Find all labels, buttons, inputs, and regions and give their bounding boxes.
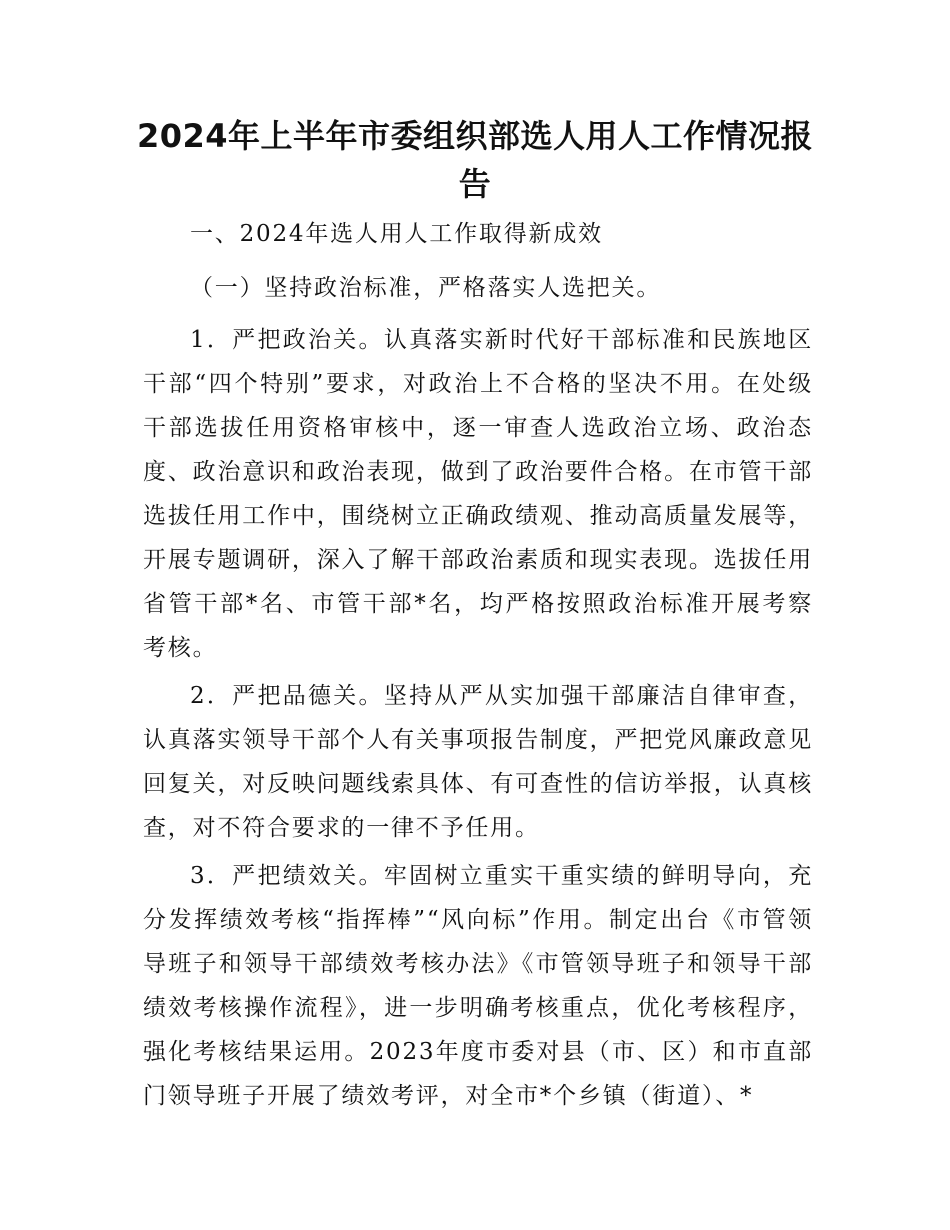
subsection-heading: （一）坚持政治标准，严格落实人选把关。 — [190, 275, 662, 301]
paragraph-integrity: 2．严把品德关。坚持从严从实加强干部廉洁自律审查，认真落实领导干部个人有关事项报告制度，严把党风廉政意见回复关，对反映问题线索具体、有可查性的信访举报，认真核查，对不符合要求的一律不予任用。 — [143, 683, 813, 841]
document-title: 2024年上半年市委组织部选人用人工作情况报告 — [136, 117, 814, 203]
paragraph-political: 1．严把政治关。认真落实新时代好干部标准和民族地区干部“四个特别”要求，对政治上不合格的坚决不用。在处级干部选拔任用资格审核中，逐一审查人选政治立场、政治态度、政治意识和政治表现，做到了政治要件合格。在市管干部选拔任用工作中，围绕树立正确政绩观、推动高质量发展等，开展专题调研，深入了解干部政治素质和现实表现。选拔任用省管干部*名、市管干部*名，均严格按照政治标准开展考察考核。 — [143, 327, 813, 661]
paragraph-performance: 3．严把绩效关。牢固树立重实干重实绩的鲜明导向，充分发挥绩效考核“指挥棒”“风向标”作用。制定出台《市管领导班子和领导干部绩效考核办法》《市管领导班子和领导干部绩效考核操作流程》，进一步明确考核重点，优化考核程序，强化考核结果运用。2023年度市委对县（市、区）和市直部门领导班子开展了绩效考评，对全市*个乡镇（街道）、* — [143, 863, 813, 1109]
section-heading: 一、2024年选人用人工作取得新成效 — [190, 221, 603, 247]
